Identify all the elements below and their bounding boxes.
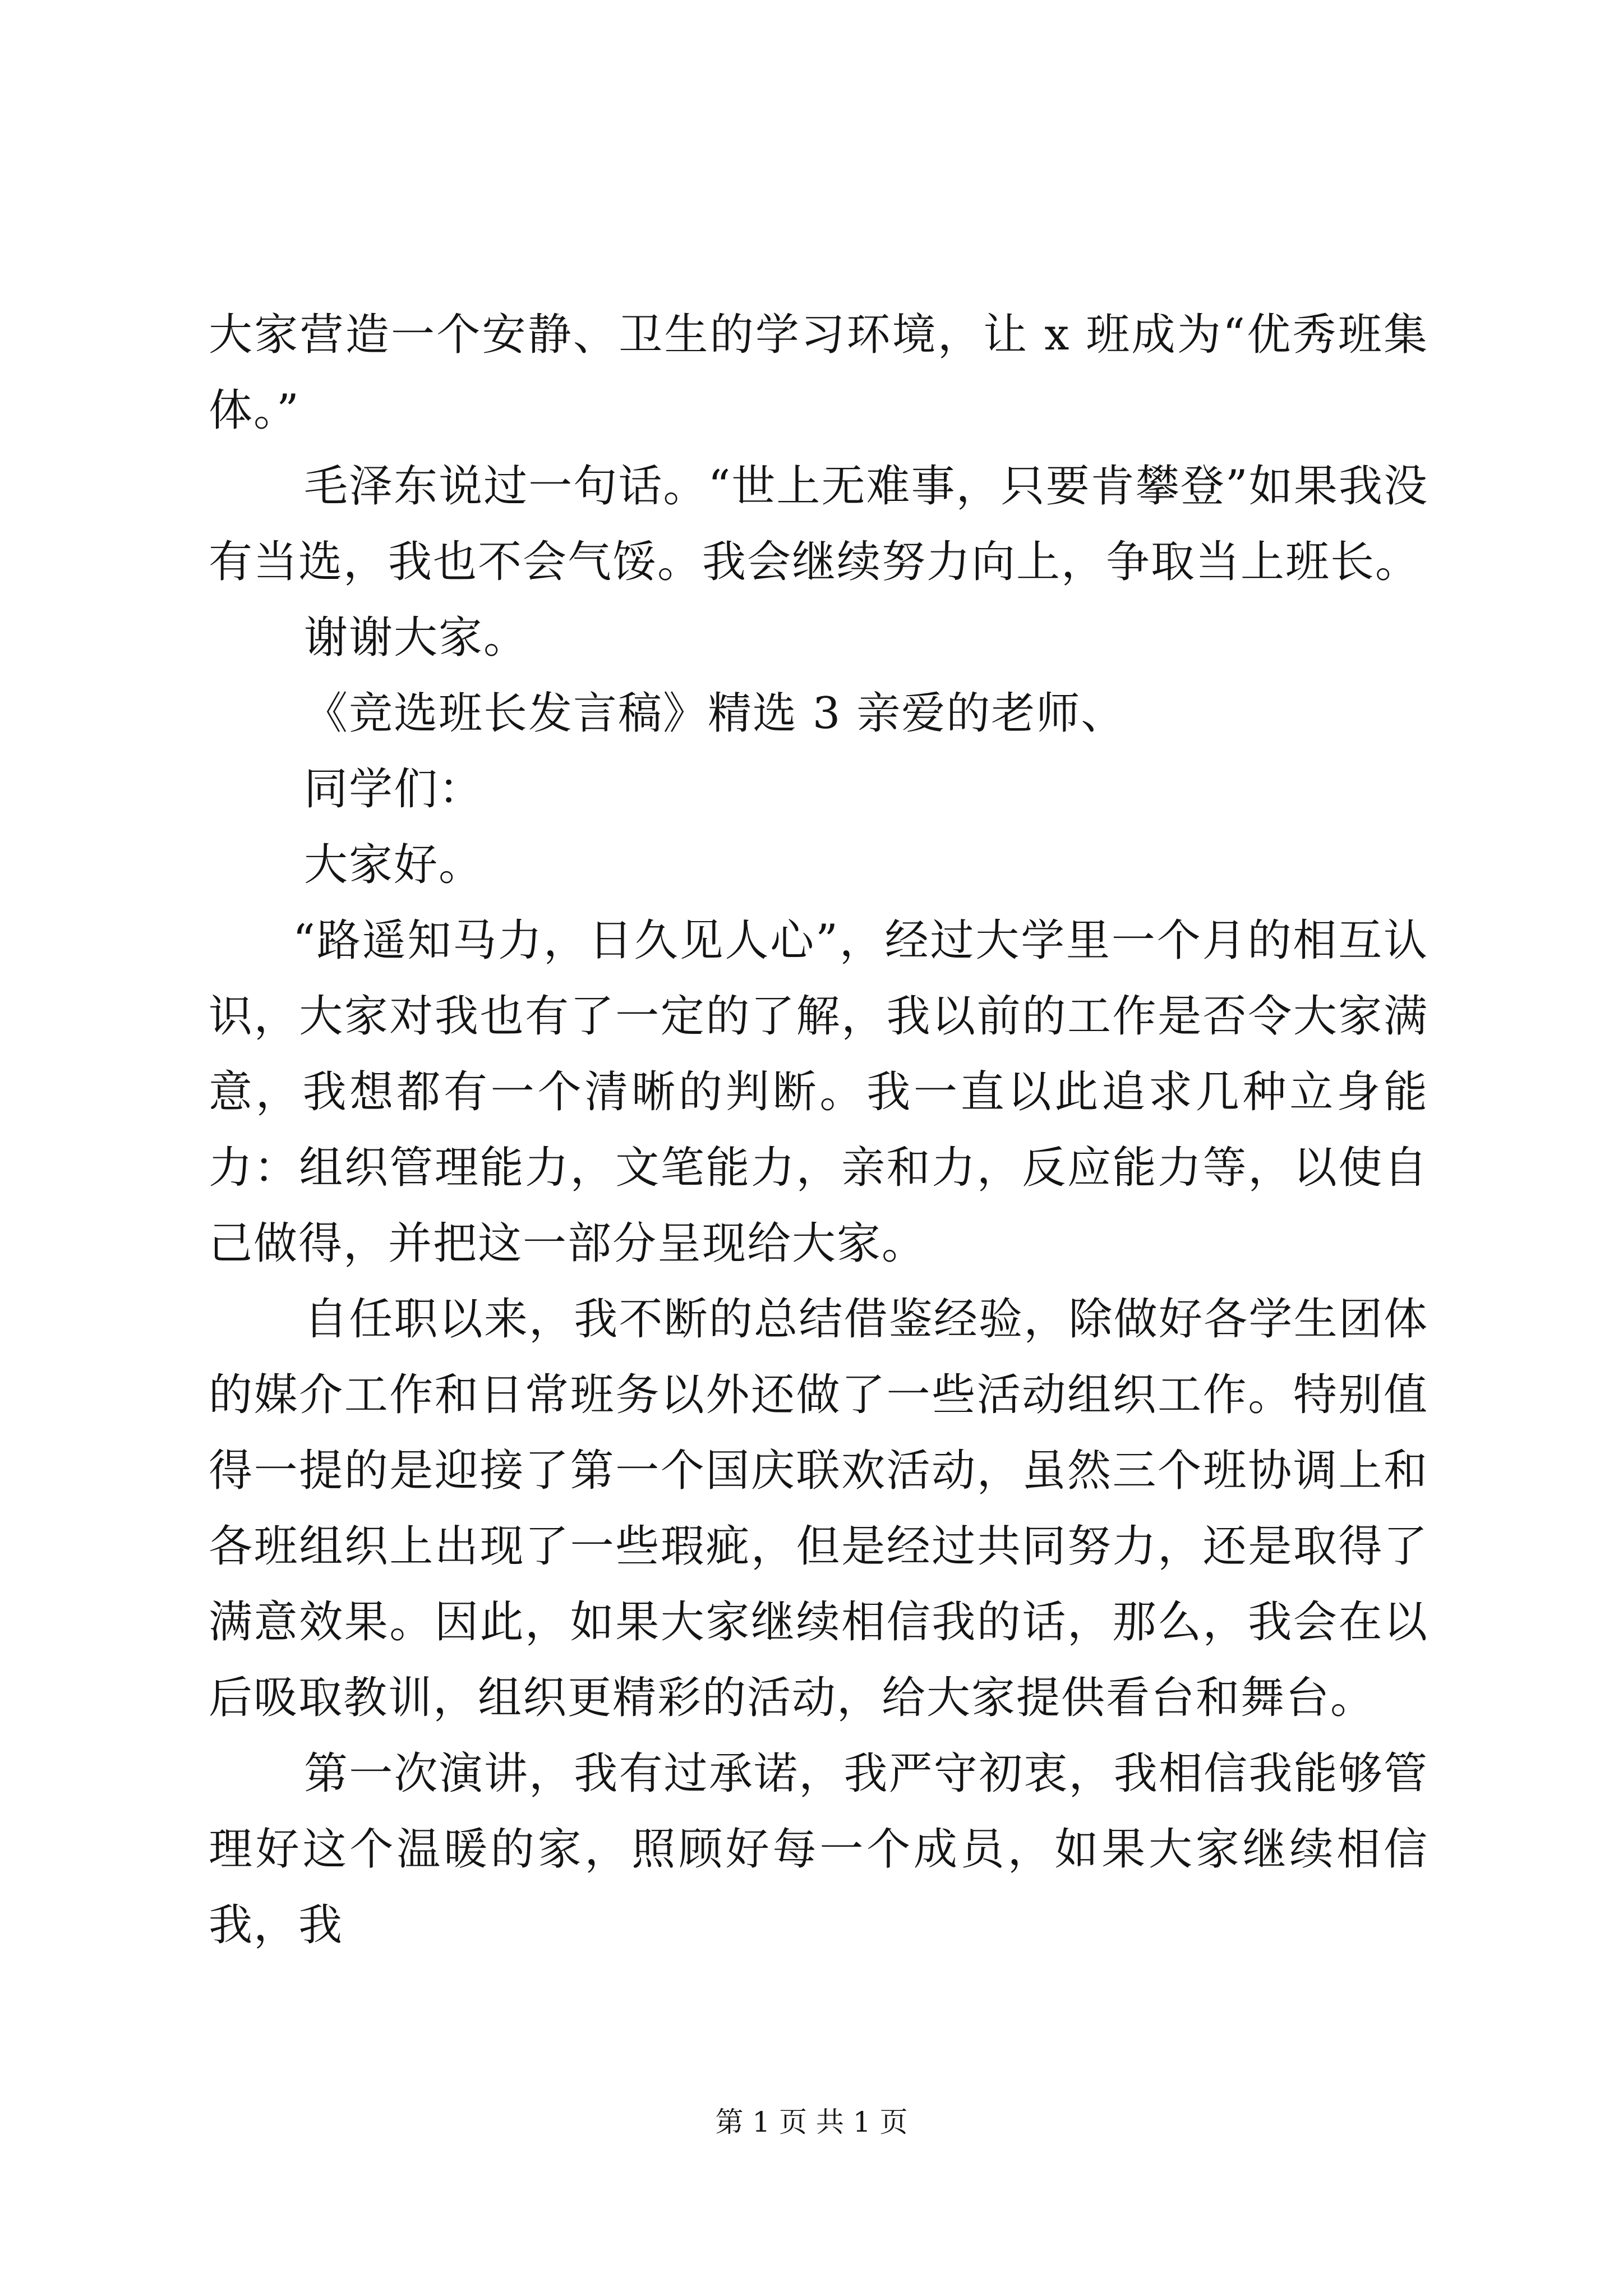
paragraph-first-speech: 第一次演讲，我有过承诺，我严守初衷，我相信我能够管理好这个温暖的家，照顾好每一个成员，如果大家继续相信我，我 — [209, 1749, 1428, 1950]
document-body — [209, 297, 1428, 1963]
paragraph-proverb: “路遥知马力，日久见人心”，经过大学里一个月的相互认识，大家对我也有了一定的了解，我以前的工作是否令大家满意，我想都有一个清晰的判断。我一直以此追求几种立身能力：组织管理能力，文笔能力，亲和力，反应能力等，以使自己做得，并把这一部分呈现给大家。 — [209, 915, 1428, 1269]
page-footer: 第 1 页 共 1 页 — [715, 2106, 908, 2138]
section-heading: 《竞选班长发言稿》精选 3 亲爱的老师、 — [304, 688, 1126, 739]
paragraph-continuation: 大家营造一个安静、卫生的学习环境，让 x 班成为“优秀班集体。” — [209, 310, 1428, 436]
paragraph-greeting: 大家好。 — [304, 840, 484, 890]
paragraph-mao-quote: 毛泽东说过一句话。“世上无难事，只要肯攀登”如果我没有当选，我也不会气馁。我会继续努力向上，争取当上班长。 — [209, 461, 1428, 587]
paragraph-classmates: 同学们： — [304, 764, 484, 815]
paragraph-thanks: 谢谢大家。 — [304, 613, 529, 663]
paragraph-since-appointment: 自任职以来，我不断的总结借鉴经验，除做好各学生团体的媒介工作和日常班务以外还做了一些活动组织工作。特别值得一提的是迎接了第一个国庆联欢活动，虽然三个班协调上和各班组织上出现了一些瑕疵，但是经过共同努力，还是取得了满意效果。因此，如果大家继续相信我的话，那么，我会在以后吸取教训，组织更精彩的活动，给大家提供看台和舞台。 — [209, 1294, 1428, 1723]
